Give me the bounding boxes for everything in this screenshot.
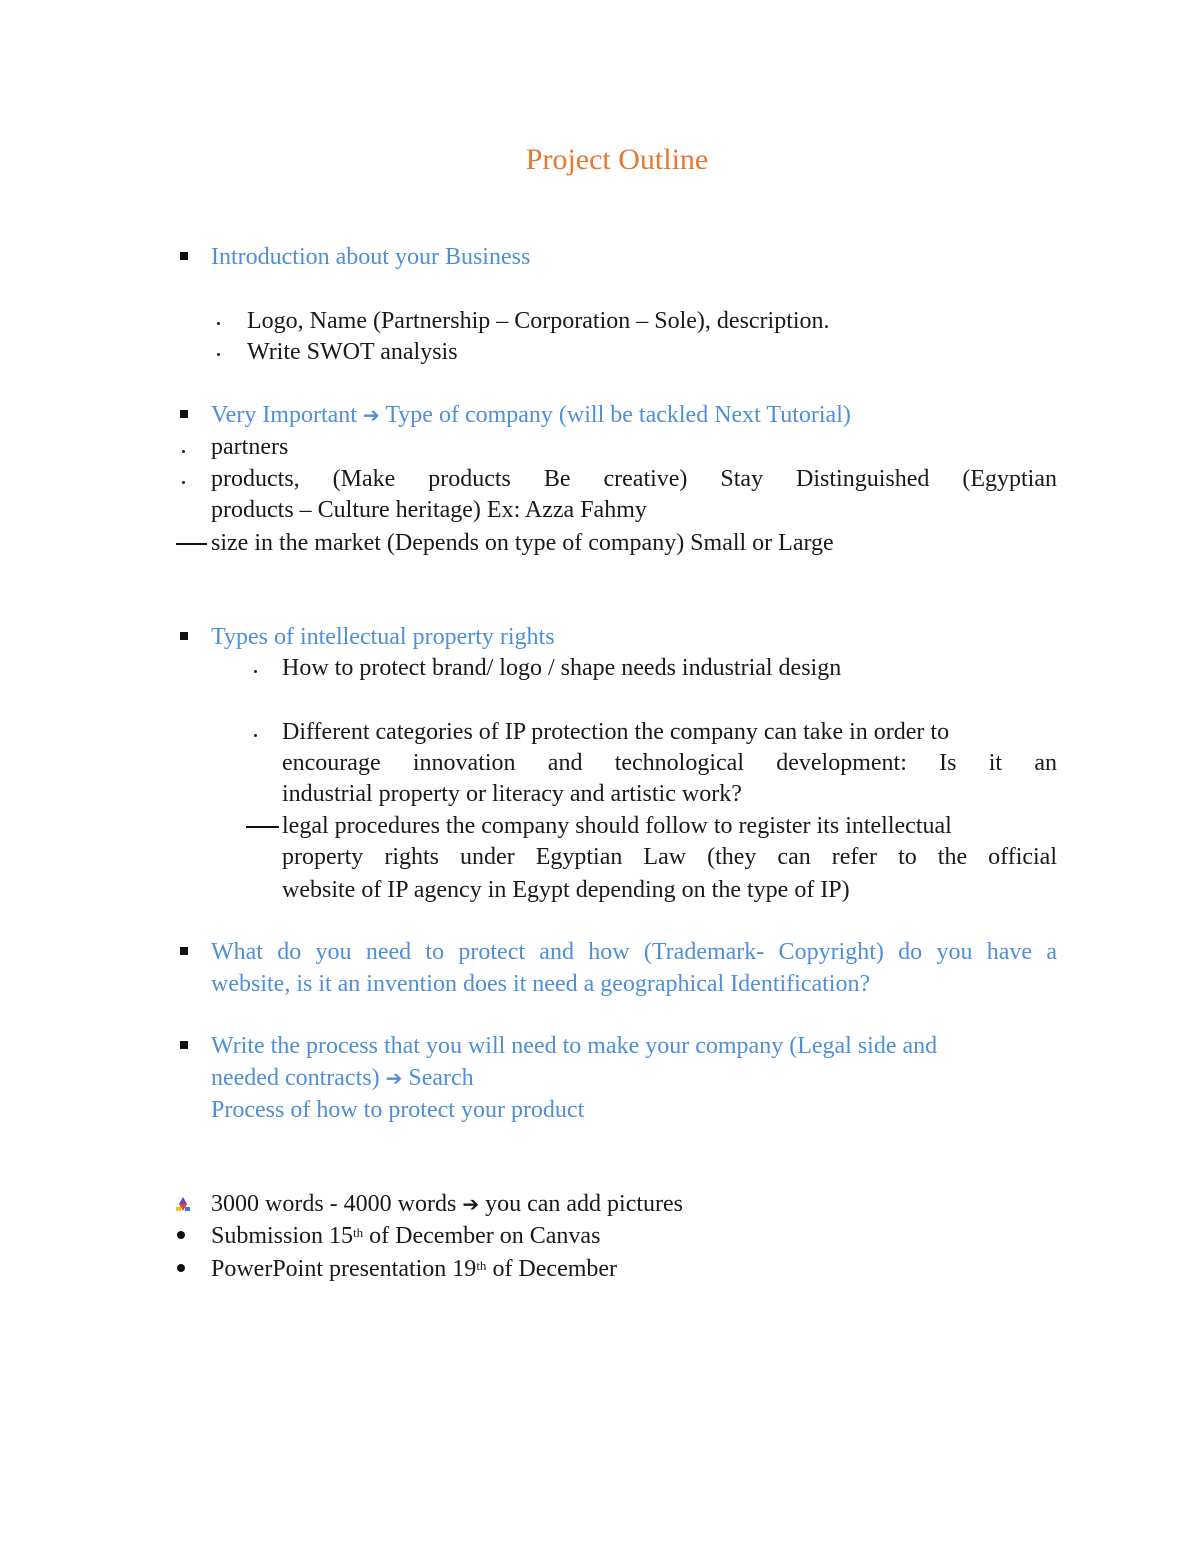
footer-presentation — [211, 1253, 617, 1285]
bullet-dot-icon — [182, 481, 185, 484]
important-item-products-line1: products, (Make products Be creative) Stay Distinguished (Egyptian — [211, 466, 1057, 492]
ordinal-suffix: th — [353, 1225, 364, 1240]
ip-item-protect: How to protect brand/ logo / shape needs industrial design — [282, 655, 842, 681]
section-heading-important — [211, 399, 851, 431]
colorful-arrow-bullet-icon — [174, 1195, 192, 1213]
submission-label: Submission 15 — [211, 1223, 354, 1249]
section-heading-intro: Introduction about your Business — [211, 244, 531, 270]
needed-contracts-label: needed contracts) — [211, 1065, 380, 1091]
ip-item-legal-line3: website of IP agency in Egypt depending on the type of IP) — [282, 877, 850, 903]
arrow-right-icon: ➔ — [462, 1192, 480, 1216]
add-pictures-label: you can add pictures — [485, 1191, 684, 1217]
section-heading-ip: Types of intellectual property rights — [211, 624, 555, 650]
presentation-label: PowerPoint presentation 19 — [211, 1256, 477, 1282]
important-item-size: size in the market (Depends on type of company) Small or Large — [211, 530, 834, 556]
company-type-label: Type of company (will be tackled Next Tutorial) — [385, 402, 851, 428]
square-bullet-icon — [180, 947, 188, 955]
bullet-dot-icon — [182, 450, 185, 453]
important-label: Very Important — [211, 402, 357, 428]
ip-item-legal-line2: property rights under Egyptian Law (they can refer to the official — [282, 844, 1057, 870]
page-title: Project Outline — [525, 143, 709, 176]
ip-item-legal-line1: legal procedures the company should follow to register its intellectual — [282, 813, 952, 839]
intro-item-swot: Write SWOT analysis — [247, 339, 458, 365]
square-bullet-icon — [180, 252, 188, 260]
section-heading-what-line2: website, is it an invention does it need a geographical Identification? — [211, 971, 871, 997]
bullet-dot-icon — [254, 670, 257, 673]
bullet-dot-icon — [217, 353, 220, 356]
arrow-right-icon: ➔ — [385, 1066, 403, 1090]
search-label: Search — [408, 1065, 474, 1091]
ordinal-suffix: th — [476, 1258, 487, 1273]
square-bullet-icon — [180, 410, 188, 418]
section-heading-process-line3: Process of how to protect your product — [211, 1097, 585, 1123]
word-count-label: 3000 words - 4000 words — [211, 1191, 457, 1217]
ip-item-categories-line3: industrial property or literacy and artistic work? — [282, 781, 742, 807]
arrow-right-icon: ➔ — [362, 403, 380, 427]
submission-date-label: of December on Canvas — [363, 1223, 601, 1249]
section-heading-process-line1: Write the process that you will need to make your company (Legal side and — [211, 1033, 938, 1059]
ip-item-categories-line1: Different categories of IP protection the company can take in order to — [282, 719, 950, 745]
section-heading-what-line1: What do you need to protect and how (Trademark- Copyright) do you have a — [211, 939, 1057, 965]
footer-word-count — [211, 1188, 683, 1220]
dash-bullet-icon — [246, 826, 279, 828]
bullet-dot-icon — [254, 734, 257, 737]
intro-item-logo: Logo, Name (Partnership – Corporation – Sole), description. — [247, 308, 830, 334]
ip-item-categories-line2: encourage innovation and technological development: Is it an — [282, 750, 1057, 776]
dash-bullet-icon — [176, 543, 207, 545]
square-bullet-icon — [180, 1041, 188, 1049]
bullet-dot-icon — [217, 322, 220, 325]
bullet-dot-icon — [177, 1231, 185, 1239]
important-item-products-line2: products – Culture heritage) Ex: Azza Fahmy — [211, 497, 647, 523]
square-bullet-icon — [180, 632, 188, 640]
presentation-date-label: of December — [486, 1256, 618, 1282]
section-heading-process-line2 — [211, 1062, 474, 1094]
important-item-partners: partners — [211, 434, 289, 460]
bullet-dot-icon — [177, 1264, 185, 1272]
footer-submission — [211, 1220, 600, 1252]
